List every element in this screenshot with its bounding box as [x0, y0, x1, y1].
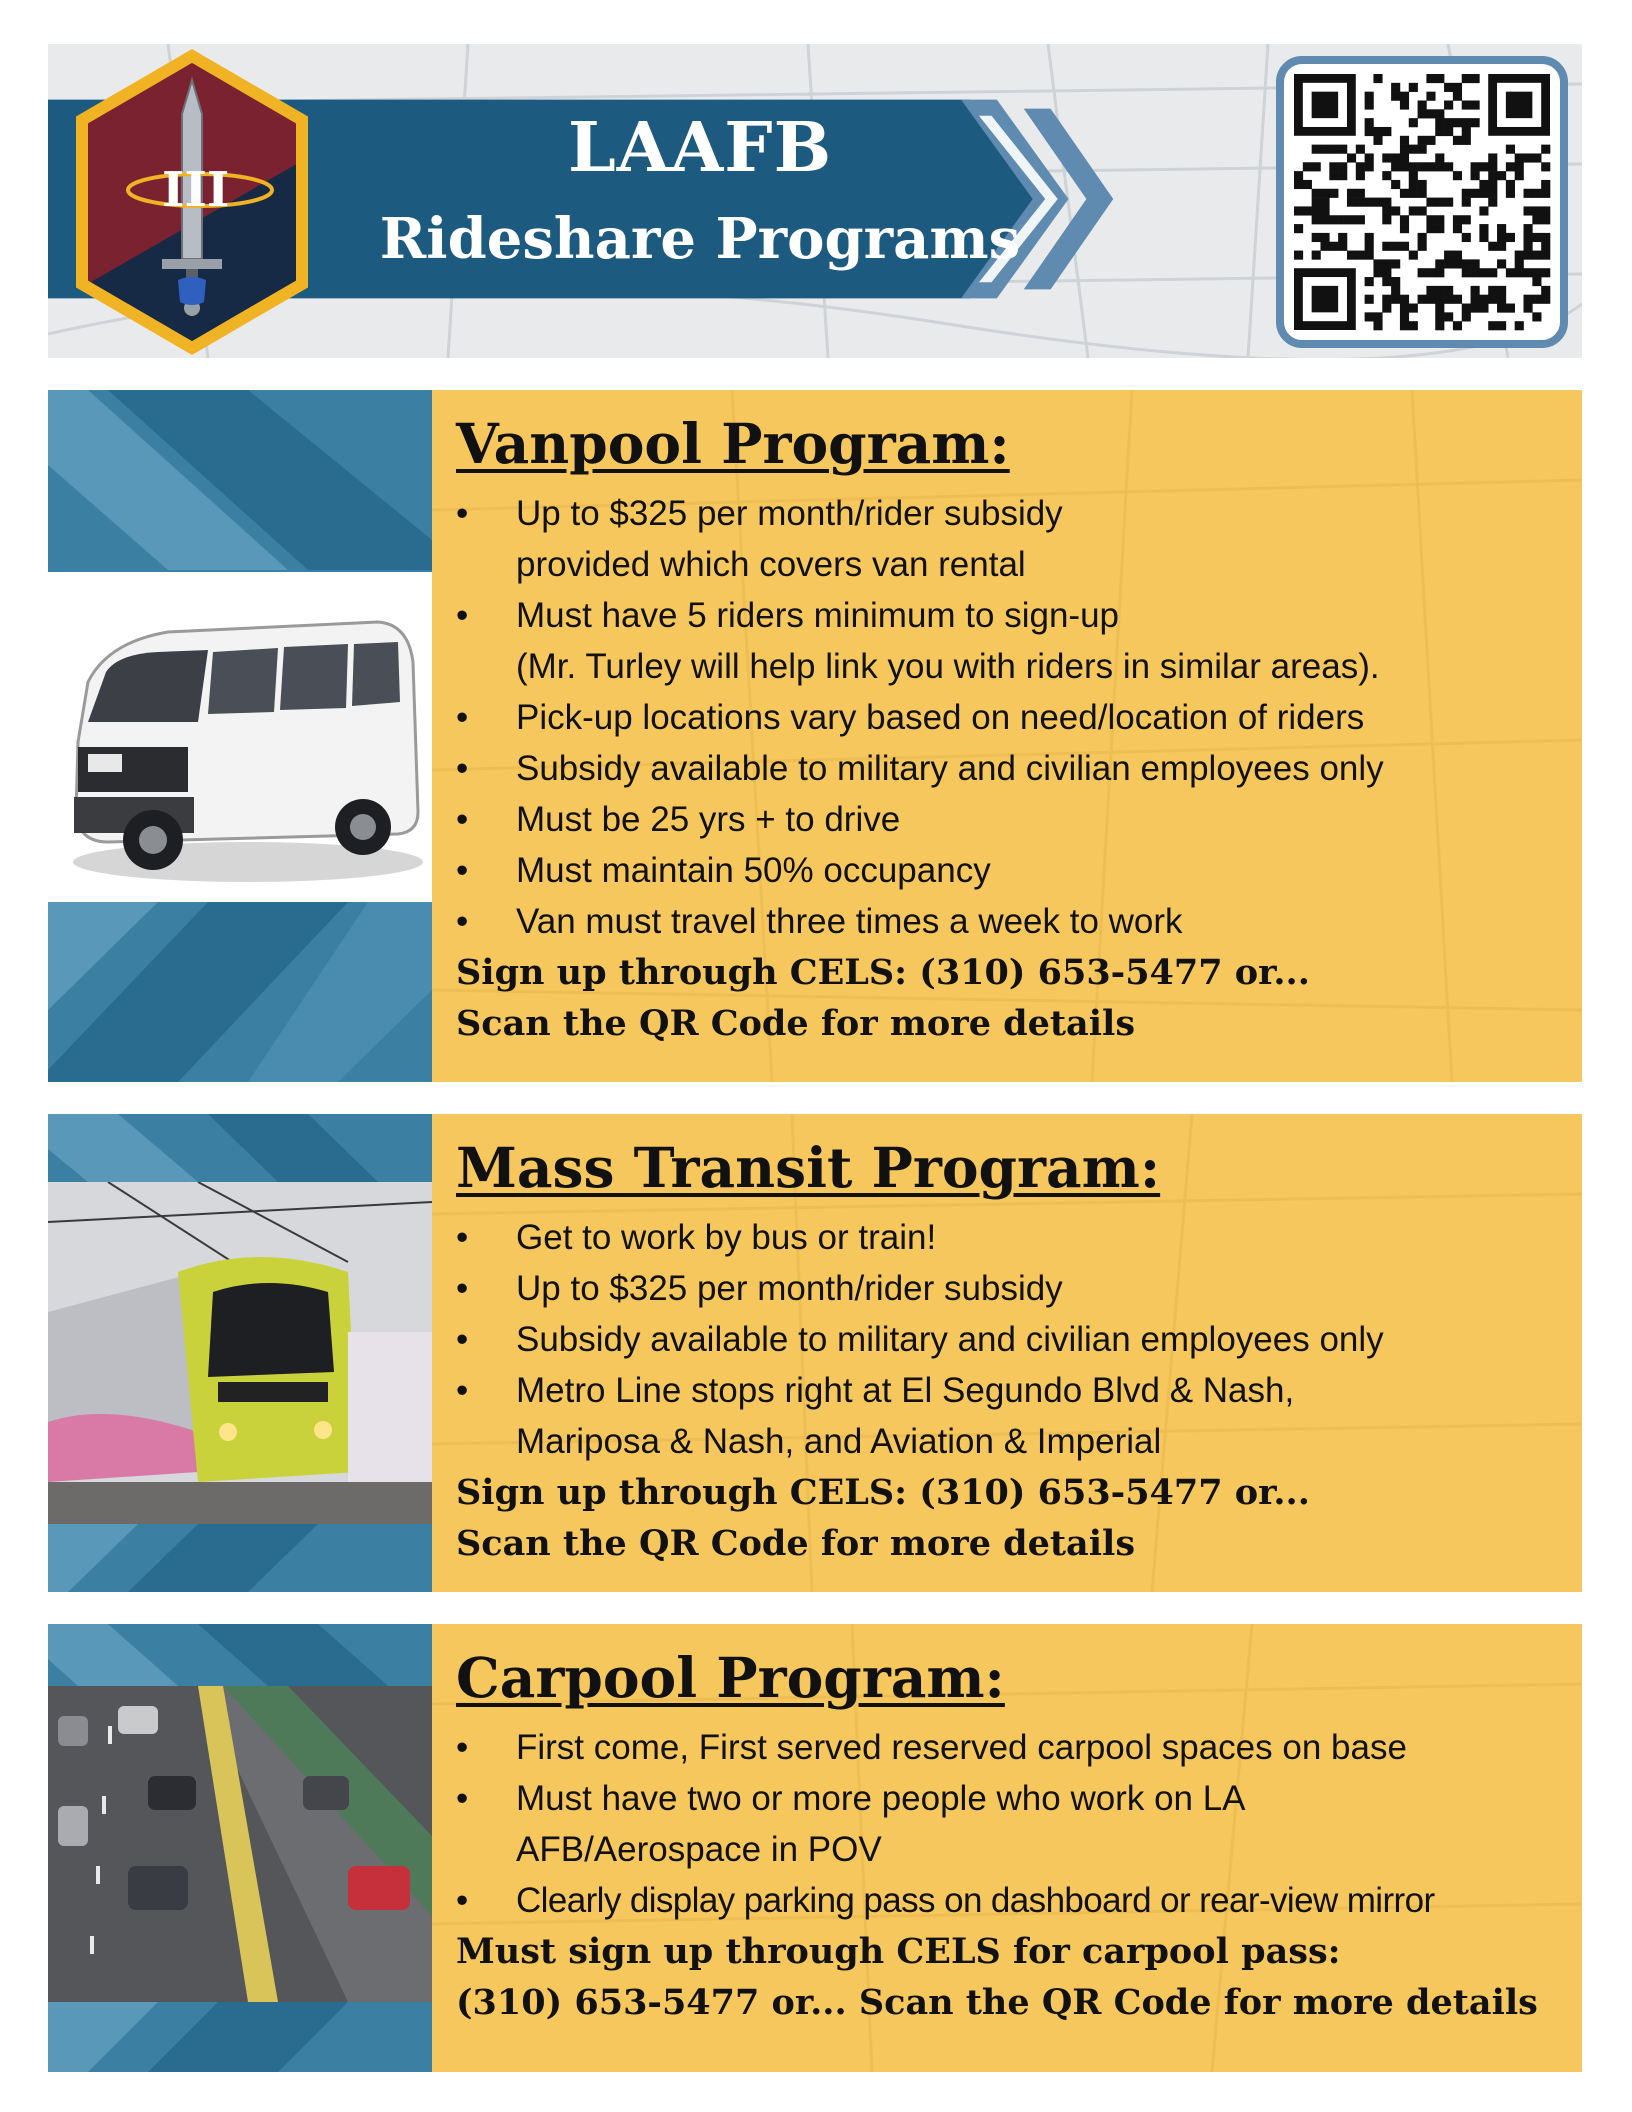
bullet-text-continued: (Mr. Turley will help link you with riders in similar areas). — [516, 647, 1380, 686]
carpool-side-graphic — [48, 1624, 432, 2072]
bullet-text-continued: provided which covers van rental — [516, 545, 1026, 584]
qr-code-image — [1284, 64, 1560, 340]
transit-title: Mass Transit Program: — [456, 1135, 1161, 1200]
transit-section — [48, 1114, 1582, 1592]
carpool-signup-line1: Must sign up through CELS for carpool pass: — [456, 1931, 1341, 1972]
freeway-illustration — [48, 1686, 432, 2002]
train-illustration — [48, 1182, 432, 1524]
list-item — [456, 1314, 1566, 1365]
qr-code[interactable] — [1276, 56, 1568, 348]
freeway-photo — [48, 1686, 432, 2002]
bullet-text: • Subsidy available to military and civilian employees only — [516, 1320, 1384, 1359]
bullet-text: • Must have 5 riders minimum to sign-up — [516, 596, 1119, 635]
bullet-text-continued: AFB/Aerospace in POV — [516, 1830, 882, 1869]
list-item — [456, 1875, 1566, 1926]
badge-numeral: III — [162, 162, 230, 218]
bullet-text: • Clearly display parking pass on dashboard or rear-view mirror — [516, 1881, 1435, 1920]
bullet-text: • Pick-up locations vary based on need/location of riders — [516, 698, 1365, 737]
list-item — [456, 1263, 1566, 1314]
list-item — [456, 794, 1566, 845]
list-item — [456, 845, 1566, 896]
carpool-bullet-list — [456, 1722, 1566, 1926]
vanpool-signup-line1: Sign up through CELS: (310) 653-5477 or... — [456, 952, 1310, 993]
bullet-text: • Metro Line stops right at El Segundo Blvd & Nash, — [516, 1371, 1295, 1410]
transit-info-panel — [432, 1114, 1582, 1592]
bullet-text: • Up to $325 per month/rider subsidy — [516, 1269, 1063, 1308]
vanpool-side-graphic — [48, 390, 432, 1082]
list-item — [456, 743, 1566, 794]
bullet-text: • First come, First served reserved carpool spaces on base — [516, 1728, 1407, 1767]
vanpool-title: Vanpool Program: — [456, 411, 1010, 476]
list-item — [456, 692, 1566, 743]
list-item — [456, 488, 1566, 590]
list-item — [456, 1212, 1566, 1263]
list-item — [456, 1773, 1566, 1875]
van-photo — [48, 572, 432, 902]
transit-signup-line2: Scan the QR Code for more details — [456, 1523, 1136, 1564]
transit-signup-line1: Sign up through CELS: (310) 653-5477 or... — [456, 1472, 1310, 1513]
transit-side-graphic — [48, 1114, 432, 1592]
vanpool-signup-line2: Scan the QR Code for more details — [456, 1003, 1136, 1044]
carpool-signup-line2: (310) 653-5477 or... Scan the QR Code for more details — [456, 1982, 1538, 2023]
bullet-text: • Get to work by bus or train! — [516, 1218, 937, 1257]
vanpool-section — [48, 390, 1582, 1082]
carpool-section — [48, 1624, 1582, 2072]
carpool-info-panel — [432, 1624, 1582, 2072]
bullet-text: • Up to $325 per month/rider subsidy — [516, 494, 1063, 533]
vanpool-bullet-list — [456, 488, 1566, 947]
van-illustration — [48, 572, 432, 902]
bullet-text: • Must have two or more people who work on LA — [516, 1779, 1246, 1818]
unit-badge-logo — [70, 44, 314, 360]
bullet-text: • Subsidy available to military and civilian employees only — [516, 749, 1384, 788]
list-item — [456, 590, 1566, 692]
list-item — [456, 1365, 1566, 1467]
bullet-text: • Van must travel three times a week to work — [516, 902, 1183, 941]
vanpool-info-panel — [432, 390, 1582, 1082]
page-title: LAAFB — [567, 108, 833, 188]
bullet-text: • Must maintain 50% occupancy — [516, 851, 991, 890]
bullet-text: • Must be 25 yrs + to drive — [516, 800, 901, 839]
transit-bullet-list — [456, 1212, 1566, 1467]
bullet-text-continued: Mariposa & Nash, and Aviation & Imperial — [516, 1422, 1162, 1461]
list-item — [456, 896, 1566, 947]
list-item — [456, 1722, 1566, 1773]
page-subtitle: Rideshare Programs — [379, 206, 1021, 272]
carpool-title: Carpool Program: — [456, 1645, 1005, 1710]
train-photo — [48, 1182, 432, 1524]
